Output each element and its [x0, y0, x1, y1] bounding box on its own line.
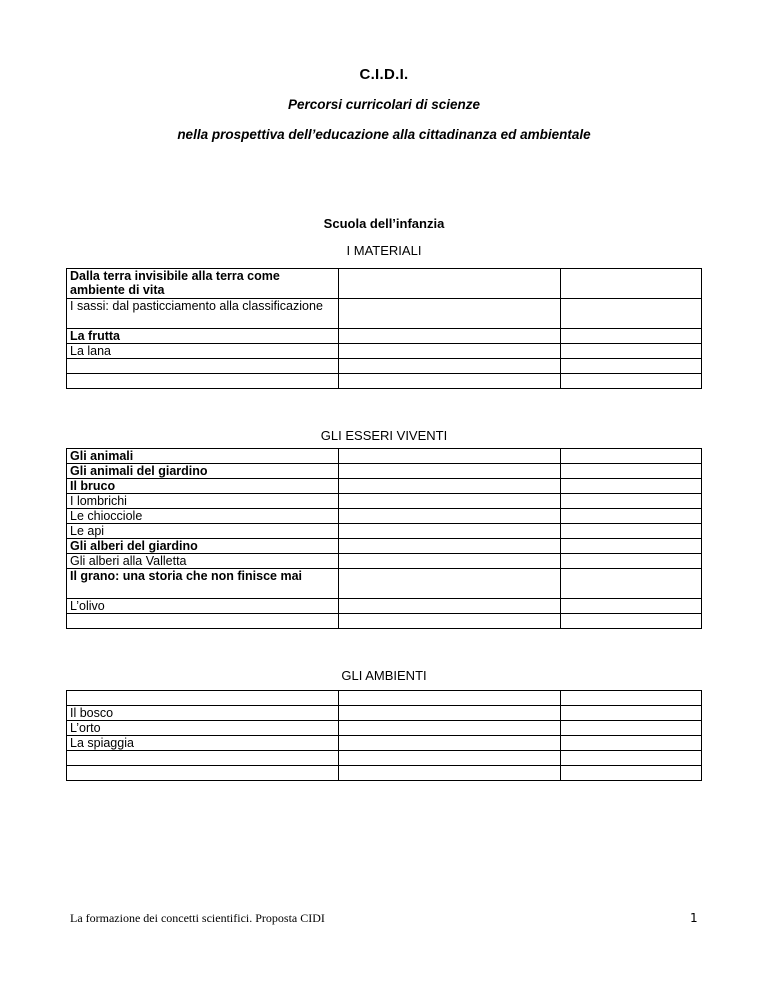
table-row [67, 524, 702, 539]
page-number: 1 [690, 911, 698, 925]
table-cell: I lombrichi [67, 494, 339, 509]
table-cell [339, 751, 561, 766]
table-cell: Gli alberi alla Valletta [67, 554, 339, 569]
table-cell [561, 269, 702, 299]
table-cell [67, 691, 339, 706]
table-row [67, 554, 702, 569]
table-esseri-viventi [66, 448, 702, 629]
section-heading-esseri-viventi: GLI ESSERI VIVENTI [320, 428, 448, 443]
document-subtitle-line1: Percorsi curricolari di scienze [287, 97, 481, 112]
table-row [67, 614, 702, 629]
table-row [67, 449, 702, 464]
table-cell [561, 751, 702, 766]
table-cell [339, 539, 561, 554]
table-cell [561, 554, 702, 569]
table-cell [561, 766, 702, 781]
table-cell [339, 766, 561, 781]
table-row [67, 359, 702, 374]
table-cell [339, 691, 561, 706]
table-cell: Gli animali [67, 449, 339, 464]
table-cell [339, 569, 561, 599]
table-row [67, 509, 702, 524]
table-cell [339, 329, 561, 344]
table-cell [339, 721, 561, 736]
table-cell [561, 706, 702, 721]
table-row [67, 539, 702, 554]
table-cell [561, 736, 702, 751]
table-row [67, 721, 702, 736]
table-cell [561, 524, 702, 539]
table-row [67, 329, 702, 344]
table-row [67, 494, 702, 509]
table-cell [339, 374, 561, 389]
table-cell [67, 751, 339, 766]
table-cell [67, 766, 339, 781]
table-ambienti [66, 690, 702, 781]
table-cell [561, 464, 702, 479]
table-cell [339, 449, 561, 464]
table-cell [561, 569, 702, 599]
table-cell [561, 539, 702, 554]
section-heading-ambienti: GLI AMBIENTI [341, 668, 427, 683]
page-footer-text: La formazione dei concetti scientifici. Proposta CIDI [70, 911, 325, 925]
table-cell [67, 614, 339, 629]
table-cell [561, 599, 702, 614]
table-cell: Gli animali del giardino [67, 464, 339, 479]
table-cell [561, 299, 702, 329]
table-cell [67, 359, 339, 374]
table-cell [561, 721, 702, 736]
table-cell [339, 494, 561, 509]
table-cell [561, 494, 702, 509]
table-cell [339, 479, 561, 494]
table-row [67, 269, 702, 299]
table-cell [561, 449, 702, 464]
table-cell [561, 479, 702, 494]
table-cell: L’orto [67, 721, 339, 736]
table-row [67, 736, 702, 751]
table-materiali [66, 268, 702, 389]
table-cell [339, 524, 561, 539]
table-cell: Le api [67, 524, 339, 539]
table-cell [339, 736, 561, 751]
table-cell [67, 374, 339, 389]
table-cell: Dalla terra invisibile alla terra come ambiente di vita [67, 269, 339, 299]
table-cell: Le chiocciole [67, 509, 339, 524]
table-cell [339, 614, 561, 629]
table-row [67, 751, 702, 766]
table-cell: La frutta [67, 329, 339, 344]
table-cell: Gli alberi del giardino [67, 539, 339, 554]
table-row [67, 344, 702, 359]
table-cell [561, 359, 702, 374]
table-row [67, 599, 702, 614]
document-title: C.I.D.I. [359, 66, 409, 83]
table-row [67, 299, 702, 329]
table-row [67, 464, 702, 479]
table-row [67, 569, 702, 599]
table-cell: Il bruco [67, 479, 339, 494]
table-cell: L’olivo [67, 599, 339, 614]
table-row [67, 706, 702, 721]
table-cell [339, 554, 561, 569]
table-cell [339, 706, 561, 721]
table-cell [339, 299, 561, 329]
table-cell: Il bosco [67, 706, 339, 721]
table-cell [339, 464, 561, 479]
table-cell: La spiaggia [67, 736, 339, 751]
table-cell [561, 614, 702, 629]
table-cell [339, 599, 561, 614]
table-cell [561, 509, 702, 524]
table-row [67, 691, 702, 706]
table-cell: La lana [67, 344, 339, 359]
section-heading-materiali: I MATERIALI [346, 243, 422, 258]
table-cell: Il grano: una storia che non finisce mai [67, 569, 339, 599]
table-cell [339, 509, 561, 524]
table-cell [339, 269, 561, 299]
table-row [67, 766, 702, 781]
table-cell [561, 374, 702, 389]
table-cell [561, 344, 702, 359]
school-level-heading: Scuola dell’infanzia [323, 216, 445, 231]
table-cell [339, 344, 561, 359]
table-row [67, 479, 702, 494]
document-subtitle-line2: nella prospettiva dell’educazione alla cittadinanza ed ambientale [177, 127, 591, 142]
table-cell [561, 691, 702, 706]
table-cell: I sassi: dal pasticciamento alla classificazione [67, 299, 339, 329]
table-cell [339, 359, 561, 374]
table-row [67, 374, 702, 389]
table-cell [561, 329, 702, 344]
